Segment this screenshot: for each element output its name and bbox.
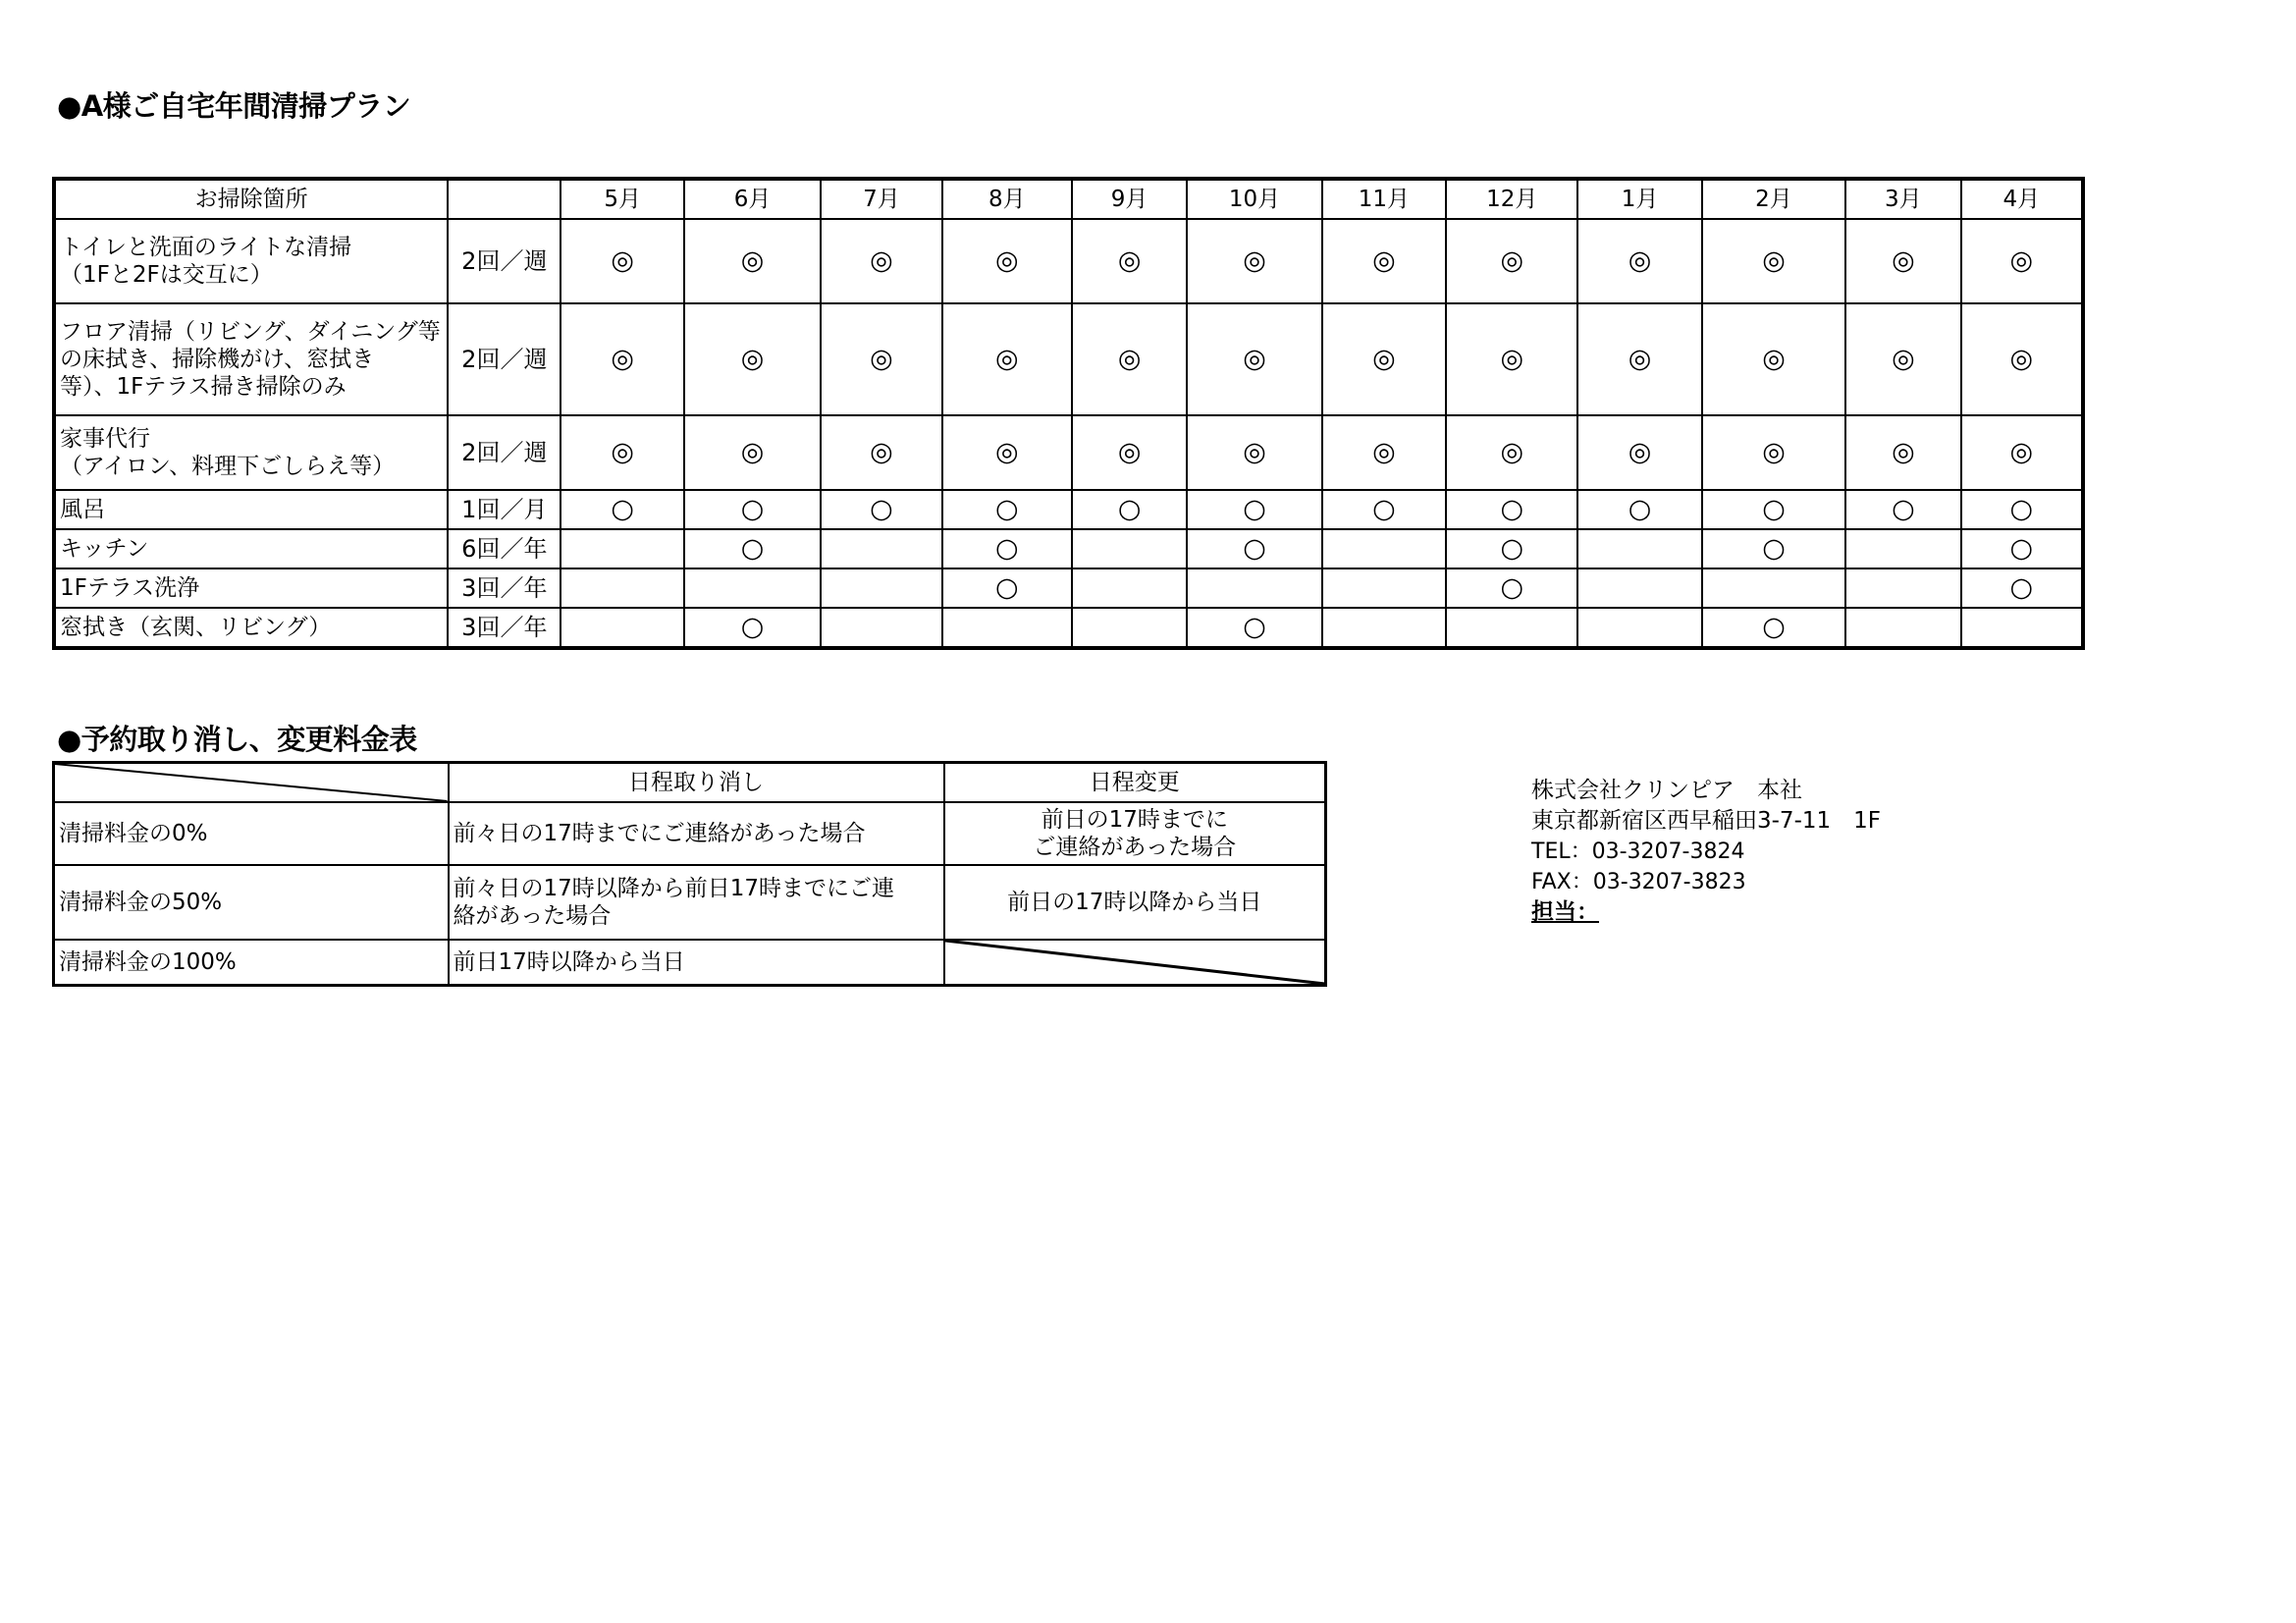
table-row	[54, 940, 1326, 986]
mark-cell: ◎	[1961, 303, 2083, 415]
change-line: ご連絡があった場合	[1033, 835, 1237, 860]
frequency-cell: 1回／月	[448, 490, 561, 529]
cancel-cell	[449, 865, 944, 940]
mark-cell: ◎	[942, 219, 1072, 303]
frequency-cell: 6回／年	[448, 529, 561, 568]
mark-cell: ◎	[1187, 219, 1321, 303]
frequency-cell: 2回／週	[448, 415, 561, 490]
header-month: 7月	[821, 179, 941, 219]
mark-cell: ○	[1845, 490, 1960, 529]
place-line: の床拭き、掃除機がけ、窓拭き	[60, 347, 375, 372]
mark-cell	[821, 529, 941, 568]
annual-cleaning-plan-table	[52, 177, 2085, 650]
mark-cell: ◎	[1577, 303, 1701, 415]
person-in-charge: 担当：	[1531, 899, 1599, 925]
place-line: （アイロン、料理下ごしらえ等）	[60, 454, 396, 479]
cancel-cell	[449, 802, 944, 865]
fee-label: 清掃料金の100%	[54, 940, 449, 986]
mark-cell: ◎	[1322, 415, 1446, 490]
mark-cell: ◎	[1577, 219, 1701, 303]
mark-cell: ◎	[821, 219, 941, 303]
cancellation-fee-table	[52, 761, 1327, 987]
table-row	[54, 219, 2083, 303]
mark-cell: ○	[561, 490, 683, 529]
mark-cell	[1845, 529, 1960, 568]
diagonal-line	[945, 941, 1325, 984]
header-change: 日程変更	[944, 763, 1326, 803]
mark-cell	[1446, 608, 1577, 648]
mark-cell: ○	[1961, 529, 2083, 568]
place-cell	[54, 415, 448, 490]
diagonal-line	[55, 764, 448, 801]
mark-cell: ○	[821, 490, 941, 529]
mark-cell: ◎	[1845, 303, 1960, 415]
mark-cell: ◎	[1072, 415, 1187, 490]
mark-cell: ◎	[1322, 219, 1446, 303]
mark-cell: ○	[1702, 490, 1845, 529]
mark-cell	[1322, 608, 1446, 648]
mark-cell: ○	[1322, 490, 1446, 529]
frequency-cell: 3回／年	[448, 608, 561, 648]
place-line: トイレと洗面のライトな清掃	[60, 235, 352, 260]
table-row	[54, 802, 1326, 865]
table-row	[54, 490, 2083, 529]
mark-cell: ◎	[561, 415, 683, 490]
company-fax: FAX：03-3207-3823	[1531, 870, 1746, 894]
table-row	[54, 608, 2083, 648]
mark-cell: ◎	[1187, 303, 1321, 415]
mark-cell: ○	[1961, 490, 2083, 529]
place-cell: 風呂	[54, 490, 448, 529]
frequency-cell: 2回／週	[448, 303, 561, 415]
table-row	[54, 415, 2083, 490]
mark-cell: ○	[1446, 490, 1577, 529]
mark-cell: ○	[1072, 490, 1187, 529]
plan-header-row	[54, 179, 2083, 219]
mark-cell: ○	[684, 490, 821, 529]
table-row	[54, 529, 2083, 568]
mark-cell	[561, 568, 683, 608]
header-month: 2月	[1702, 179, 1845, 219]
mark-cell	[821, 608, 941, 648]
table-row	[54, 865, 1326, 940]
header-month: 9月	[1072, 179, 1187, 219]
diagonal-cell	[944, 940, 1326, 986]
mark-cell	[1577, 529, 1701, 568]
mark-cell	[561, 529, 683, 568]
place-line: フロア清掃（リビング、ダイニング等	[60, 319, 441, 345]
mark-cell: ○	[1187, 529, 1321, 568]
mark-cell: ○	[684, 529, 821, 568]
cancel-line: 前々日の17時以降から前日17時までにご連	[453, 876, 895, 901]
mark-cell: ◎	[1961, 219, 2083, 303]
change-cell	[944, 802, 1326, 865]
mark-cell	[1702, 568, 1845, 608]
mark-cell: ◎	[1845, 219, 1960, 303]
header-month: 5月	[561, 179, 683, 219]
mark-cell	[1072, 529, 1187, 568]
mark-cell: ◎	[1187, 415, 1321, 490]
mark-cell: ◎	[821, 415, 941, 490]
mark-cell: ○	[1446, 568, 1577, 608]
mark-cell: ◎	[1961, 415, 2083, 490]
frequency-cell: 3回／年	[448, 568, 561, 608]
header-month: 11月	[1322, 179, 1446, 219]
mark-cell: ○	[1961, 568, 2083, 608]
mark-cell: ○	[1577, 490, 1701, 529]
mark-cell: ◎	[684, 415, 821, 490]
change-line: 前日の17時までに	[1041, 807, 1228, 833]
place-line: 等）、1Fテラス掃き掃除のみ	[60, 374, 347, 400]
mark-cell: ◎	[1446, 415, 1577, 490]
place-cell: 1Fテラス洗浄	[54, 568, 448, 608]
header-month: 12月	[1446, 179, 1577, 219]
fee-label: 清掃料金の50%	[54, 865, 449, 940]
mark-cell: ◎	[561, 219, 683, 303]
company-info	[1531, 776, 1881, 928]
mark-cell: ◎	[821, 303, 941, 415]
fee-label: 清掃料金の0%	[54, 802, 449, 865]
mark-cell	[1845, 568, 1960, 608]
mark-cell: ◎	[1446, 303, 1577, 415]
mark-cell	[1072, 608, 1187, 648]
mark-cell: ◎	[942, 303, 1072, 415]
mark-cell: ◎	[1702, 415, 1845, 490]
mark-cell: ◎	[942, 415, 1072, 490]
place-cell: キッチン	[54, 529, 448, 568]
cancel-line: 前日17時以降から当日	[453, 949, 685, 975]
mark-cell	[561, 608, 683, 648]
header-cancel: 日程取り消し	[449, 763, 944, 803]
mark-cell	[1577, 608, 1701, 648]
mark-cell: ○	[1702, 608, 1845, 648]
mark-cell: ◎	[684, 219, 821, 303]
company-name: 株式会社クリンピア 本社	[1531, 778, 1802, 803]
table-row	[54, 303, 2083, 415]
header-month: 1月	[1577, 179, 1701, 219]
mark-cell: ◎	[1322, 303, 1446, 415]
mark-cell: ○	[1187, 490, 1321, 529]
mark-cell: ◎	[1446, 219, 1577, 303]
mark-cell: ○	[942, 529, 1072, 568]
mark-cell	[1577, 568, 1701, 608]
fee-title: ●予約取り消し、変更料金表	[57, 723, 417, 756]
company-address: 東京都新宿区西早稲田3-7-11 1F	[1531, 808, 1881, 834]
mark-cell	[821, 568, 941, 608]
mark-cell	[1322, 568, 1446, 608]
mark-cell	[1187, 568, 1321, 608]
place-cell: 窓拭き（玄関、リビング）	[54, 608, 448, 648]
mark-cell: ◎	[1577, 415, 1701, 490]
mark-cell	[1845, 608, 1960, 648]
mark-cell	[684, 568, 821, 608]
header-month: 8月	[942, 179, 1072, 219]
change-cell	[944, 865, 1326, 940]
mark-cell: ◎	[1072, 219, 1187, 303]
mark-cell	[1961, 608, 2083, 648]
table-row	[54, 568, 2083, 608]
fee-header-row	[54, 763, 1326, 803]
mark-cell: ○	[942, 490, 1072, 529]
mark-cell: ◎	[1845, 415, 1960, 490]
company-tel: TEL：03-3207-3824	[1531, 839, 1745, 864]
header-place: お掃除箇所	[54, 179, 448, 219]
header-month: 6月	[684, 179, 821, 219]
mark-cell: ◎	[684, 303, 821, 415]
header-month: 4月	[1961, 179, 2083, 219]
mark-cell	[942, 608, 1072, 648]
mark-cell: ○	[942, 568, 1072, 608]
place-cell	[54, 303, 448, 415]
cancel-line: 前々日の17時までにご連絡があった場合	[453, 821, 866, 846]
mark-cell: ○	[684, 608, 821, 648]
mark-cell: ◎	[1702, 219, 1845, 303]
header-freq	[448, 179, 561, 219]
mark-cell: ◎	[561, 303, 683, 415]
place-cell	[54, 219, 448, 303]
diagonal-cell	[54, 763, 449, 803]
mark-cell: ○	[1187, 608, 1321, 648]
change-line: 前日の17時以降から当日	[1007, 890, 1262, 915]
place-line: （1Fと2Fは交互に）	[60, 262, 273, 288]
header-month: 3月	[1845, 179, 1960, 219]
mark-cell: ◎	[1702, 303, 1845, 415]
mark-cell: ◎	[1072, 303, 1187, 415]
mark-cell	[1072, 568, 1187, 608]
cancel-cell	[449, 940, 944, 986]
place-line: 家事代行	[60, 426, 150, 452]
mark-cell: ○	[1446, 529, 1577, 568]
mark-cell	[1322, 529, 1446, 568]
cancel-line: 絡があった場合	[453, 903, 612, 929]
plan-title: ●A様ご自宅年間清掃プラン	[57, 89, 411, 123]
mark-cell: ○	[1702, 529, 1845, 568]
frequency-cell: 2回／週	[448, 219, 561, 303]
header-month: 10月	[1187, 179, 1321, 219]
